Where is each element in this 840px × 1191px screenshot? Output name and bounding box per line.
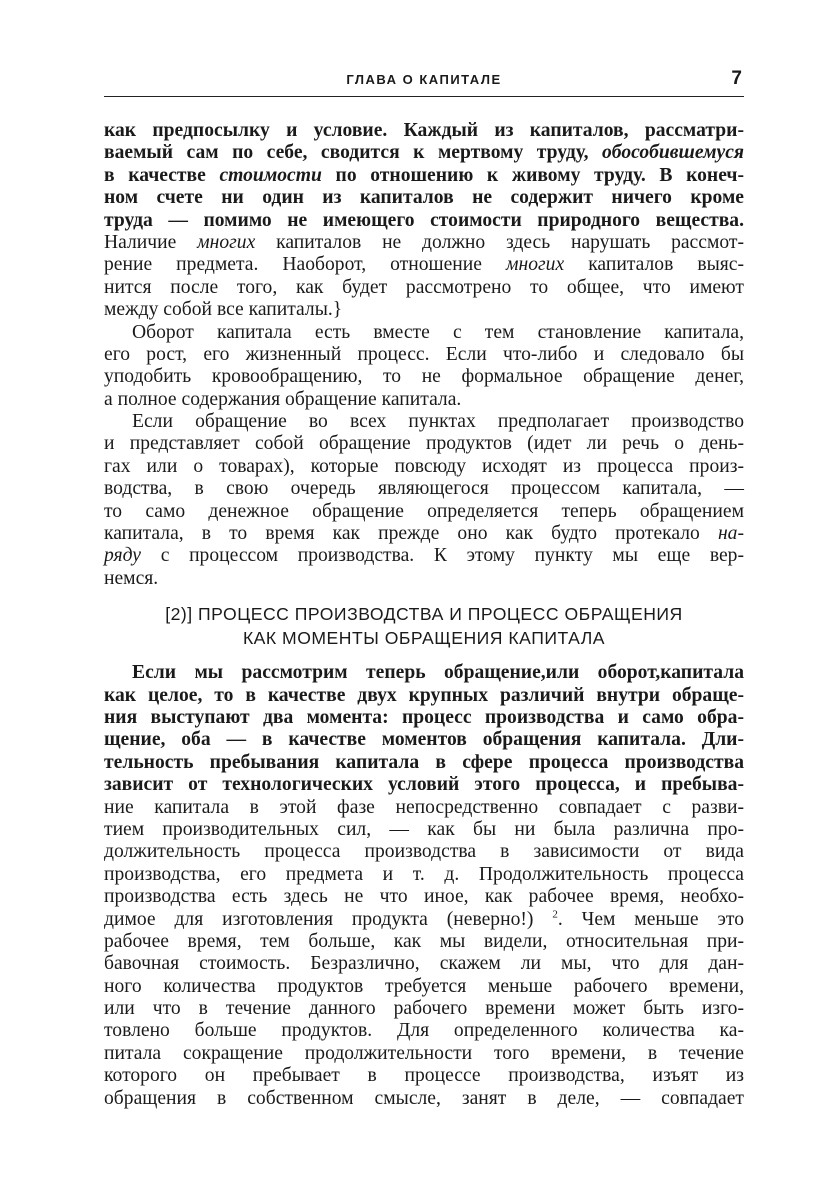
text-line: водства, в свою очередь являющегося процессом капитала, — xyxy=(104,478,744,500)
text-line: или что в течение данного рабочего времени может быть изго- xyxy=(104,998,744,1020)
chapter-title: ГЛАВА О КАПИТАЛЕ xyxy=(346,72,502,87)
text-line: ния выступают два момента: процесс производства и само обра- xyxy=(104,706,744,728)
text-line: ного количества продуктов требуется меньше рабочего времени, xyxy=(104,975,744,997)
text-line: ном счете ни один из капиталов не содержит ничего кроме xyxy=(104,187,744,209)
text-line: щение, оба — в качестве моментов обращения капитала. Дли- xyxy=(104,729,744,751)
paragraph-4-bold xyxy=(104,662,744,796)
text-line: ние капитала в этой фазе непосредственно совпадает с разви- xyxy=(104,796,744,818)
text-line: то само денежное обращение определяется теперь обращением xyxy=(104,500,744,522)
section-heading xyxy=(104,602,744,650)
text-line: как предпосылку и условие. Каждый из капиталов, рассматри- xyxy=(104,120,744,141)
text-line: в качестве стоимости по отношению к живому труду. В конеч- xyxy=(104,164,744,186)
paragraph-2 xyxy=(104,322,744,412)
text-line: товлено больше продуктов. Для определенного количества ка- xyxy=(104,1020,744,1042)
text-line: обращения в собственном смысле, занят в деле, — совпадает xyxy=(104,1087,744,1109)
text-line: между собой все капиталы.} xyxy=(104,299,343,321)
text-line: его рост, его жизненный процесс. Если что-либо и следовало бы xyxy=(104,343,744,365)
text-line: ваемый сам по себе, сводится к мертвому труду, обособившемуся xyxy=(104,142,744,164)
text-line: питала сокращение продолжительности того времени, в течение xyxy=(104,1042,744,1064)
text-line: уподобить кровообращению, то не формальное обращение денег, xyxy=(104,366,744,388)
paragraph-4 xyxy=(104,797,744,1110)
text-line: Оборот капитала есть вместе с тем становление капитала, xyxy=(132,321,744,343)
text-line: тельность пребывания капитала в сфере процесса производства xyxy=(104,751,744,773)
paragraph-1-cont xyxy=(104,232,744,322)
text-line: Если мы рассмотрим теперь обращение,или оборот,капитала xyxy=(132,662,744,684)
text-line: зависит от технологических условий этого процесса, и пребыва- xyxy=(104,774,744,796)
body-text xyxy=(104,120,744,1110)
text-line: а полное содержания обращение капитала. xyxy=(104,388,462,410)
text-line: должительность процесса производства в зависимости от вида xyxy=(104,841,744,863)
text-line: нится после того, как будет рассмотрено то общее, что имеют xyxy=(104,276,744,298)
text-line: ряду с процессом производства. К этому пункту мы еще вер- xyxy=(104,545,744,567)
text-line: труда — помимо не имеющего стоимости природного вещества. xyxy=(104,209,744,231)
text-line: димое для изготовления продукта (неверно!) $^2$. Чем меньше это xyxy=(104,907,744,930)
text-line: которого он пребывает в процессе производства, изъят из xyxy=(104,1065,744,1087)
running-header xyxy=(104,70,744,97)
paragraph-3 xyxy=(104,411,744,590)
text-line: производства есть здесь не что иное, как рабочее время, необхо- xyxy=(104,886,744,908)
text-line: немся. xyxy=(104,567,159,589)
text-line: Наличие многих капиталов не должно здесь нарушать рассмот- xyxy=(104,231,744,253)
section-heading-line-1: [2)] ПРОЦЕСС ПРОИЗВОДСТВА И ПРОЦЕСС ОБРАЩЕНИЯ xyxy=(165,604,683,625)
text-line: рабочее время, тем больше, как мы видели, относительная при- xyxy=(104,930,744,952)
section-heading-line-2: КАК МОМЕНТЫ ОБРАЩЕНИЯ КАПИТАЛА xyxy=(242,628,606,649)
text-line: как целое, то в качестве двух крупных различий внутри обраще- xyxy=(104,684,744,706)
text-line: тием производительных сил, — как бы ни была различна про- xyxy=(104,818,744,840)
text-line: производства, его предмета и т. д. Продолжительность процесса xyxy=(104,863,744,885)
text-line: гах или о товарах), которые повсюду исходят из процесса произ- xyxy=(104,455,744,477)
text-line: бавочная стоимость. Безразлично, скажем ли мы, что для дан- xyxy=(104,953,744,975)
text-line: и представляет собой обращение продуктов (идет ли речь о день- xyxy=(104,433,744,455)
text-line: Если обращение во всех пунктах предполагает производство xyxy=(132,411,744,433)
text-line: рение предмета. Наоборот, отношение многих капиталов выяс- xyxy=(104,254,745,276)
text-line: капитала, в то время как прежде оно как будто протекало на- xyxy=(104,523,744,545)
footnote-ref[interactable]: 2 xyxy=(552,907,558,920)
page-number: 7 xyxy=(731,68,742,89)
paragraph-1 xyxy=(104,120,744,232)
